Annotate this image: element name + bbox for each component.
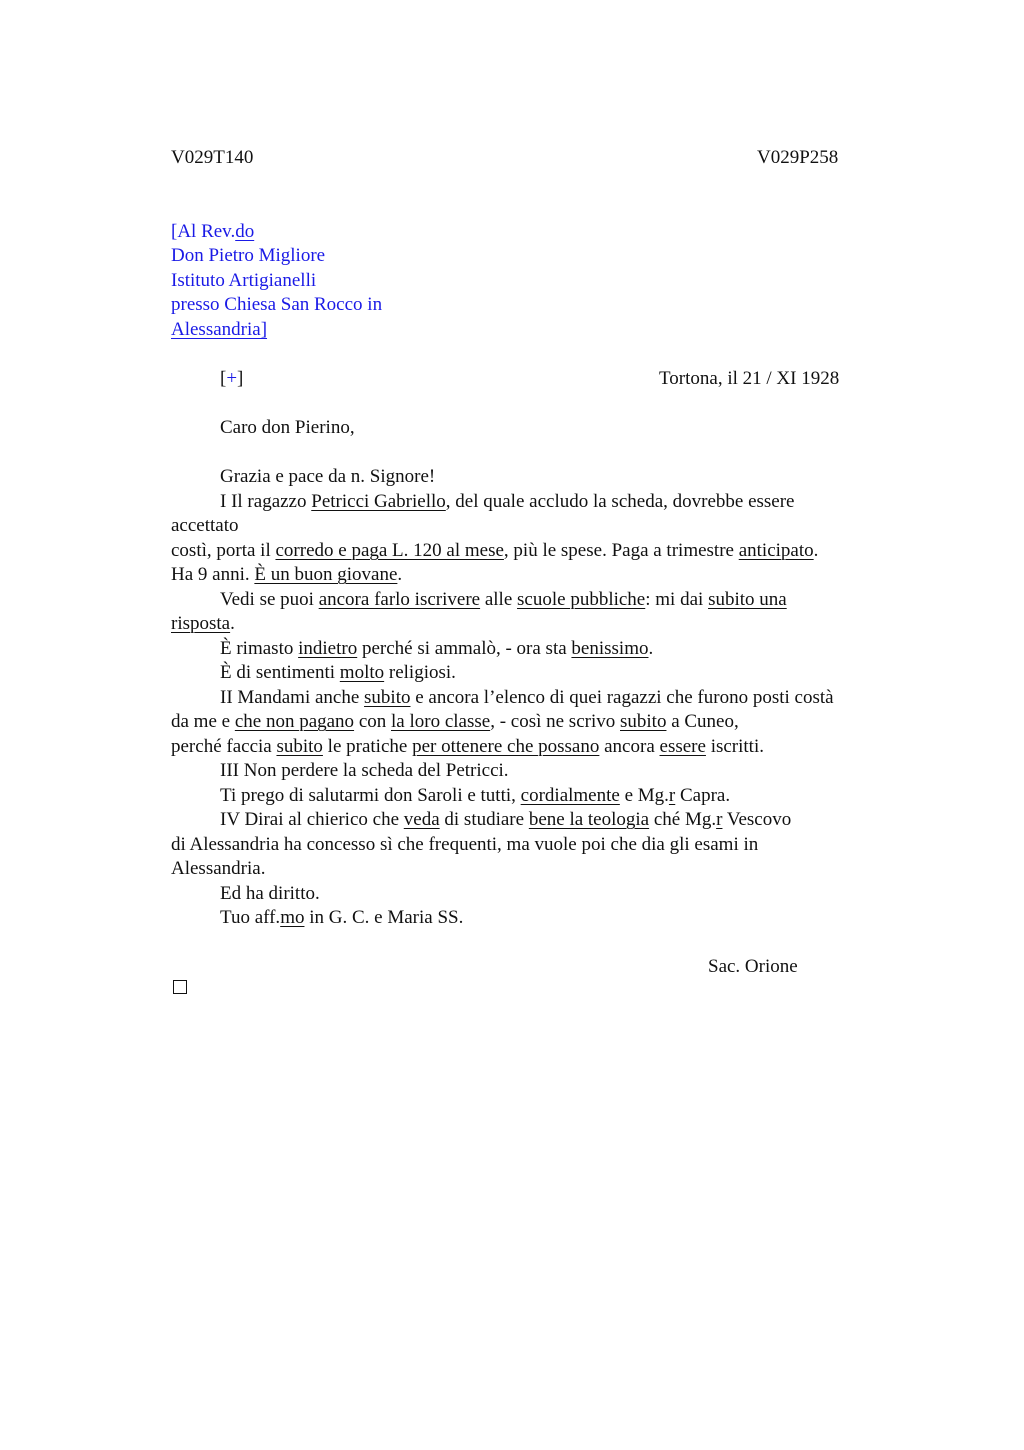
place-date: Tortona, il 21 / XI 1928 (659, 368, 840, 389)
body-line: accettato (171, 515, 239, 536)
square-box-icon (173, 980, 187, 994)
body-line: costì, porta il corredo e paga L. 120 al mese, più le spese. Paga a trimestre anticipato. (171, 540, 819, 561)
body-line: È di sentimenti molto religiosi. (220, 662, 456, 683)
address-line-4: presso Chiesa San Rocco in (171, 294, 383, 315)
body-line: da me e che non pagano con la loro classe, - così ne scrivo subito a Cuneo, (171, 711, 739, 732)
body-line: perché faccia subito le pratiche per ottenere che possano ancora essere iscritti. (171, 736, 764, 757)
document-code-right: V029P258 (757, 147, 839, 168)
body-line: Ti prego di salutarmi don Saroli e tutti, cordialmente e Mg.r Capra. (220, 785, 731, 806)
address-line-2: Don Pietro Migliore (171, 245, 326, 266)
cross-icon: + (226, 368, 238, 389)
body-line: II Mandami anche subito e ancora l’elenco di quei ragazzi che furono posti costà (220, 687, 834, 708)
closing-line: Tuo aff.mo in G. C. e Maria SS. (220, 907, 464, 928)
greeting: Grazia e pace da n. Signore! (220, 466, 436, 487)
salutation: Caro don Pierino, (220, 417, 355, 438)
body-line: I Il ragazzo Petricci Gabriello, del quale accludo la scheda, dovrebbe essere (220, 491, 795, 512)
body-line: III Non perdere la scheda del Petricci. (220, 760, 509, 781)
body-line: risposta. (171, 613, 235, 634)
body-line: Ed ha diritto. (220, 883, 320, 904)
address-line-1: [Al Rev.do (171, 221, 255, 242)
cross-mark: [+] (220, 368, 244, 389)
body-line: IV Dirai al chierico che veda di studiare bene la teologia ché Mg.r Vescovo (220, 809, 792, 830)
address-line-3: Istituto Artigianelli (171, 270, 317, 291)
document-code-left: V029T140 (171, 147, 254, 168)
body-line: È rimasto indietro perché si ammalò, - ora sta benissimo. (220, 638, 654, 659)
body-line: Alessandria. (171, 858, 266, 879)
signature: Sac. Orione (708, 956, 798, 977)
body-line: Ha 9 anni. È un buon giovane. (171, 564, 403, 585)
body-line: Vedi se puoi ancora farlo iscrivere alle scuole pubbliche: mi dai subito una (220, 589, 787, 610)
address-line-5: Alessandria] (171, 319, 268, 340)
body-line: di Alessandria ha concesso sì che frequenti, ma vuole poi che dia gli esami in (171, 834, 759, 855)
